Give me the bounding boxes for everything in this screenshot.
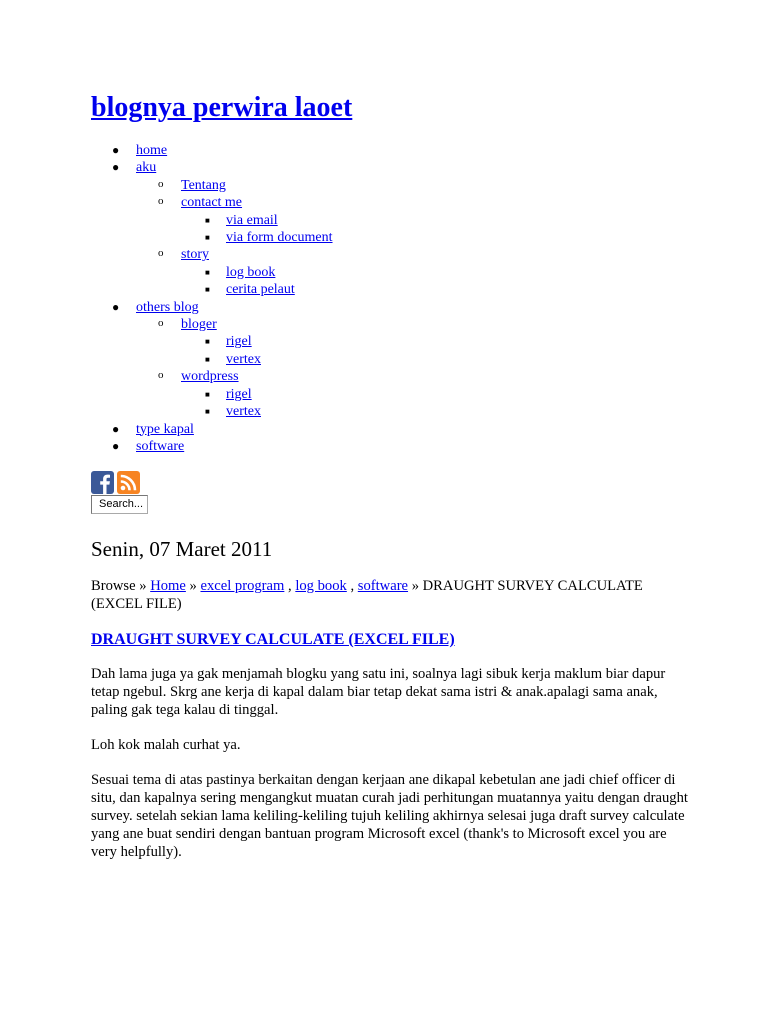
bullet-circle: o [158, 195, 164, 208]
site-title-link[interactable]: blognya perwira laoet [91, 92, 353, 123]
nav-link-story[interactable]: story [181, 247, 209, 263]
facebook-glyph [91, 471, 114, 494]
post-title [91, 629, 455, 651]
nav-item-wordpress-vertex [181, 403, 333, 420]
bullet-square: ■ [205, 267, 210, 277]
social-icons [91, 471, 140, 494]
rss-glyph [117, 471, 140, 494]
nav-link-wordpress-rigel[interactable]: rigel [226, 386, 252, 402]
nav-link-aku[interactable]: aku [136, 160, 157, 176]
bullet-circle: o [158, 317, 164, 330]
nav-link-software[interactable]: software [136, 438, 185, 454]
bullet-square: ■ [205, 233, 210, 243]
breadcrumb-comma: , [288, 578, 292, 594]
breadcrumb-category-software[interactable]: software [357, 578, 409, 594]
bullet-circle: o [158, 247, 164, 260]
nav-sublist-wordpress [181, 386, 333, 421]
nav-item-contact-me [136, 194, 333, 246]
nav-item-home [91, 142, 333, 159]
nav-link-via-form[interactable]: via form document [226, 230, 333, 246]
bullet-square: ■ [205, 389, 210, 399]
breadcrumb-browse: Browse » [91, 578, 147, 594]
nav-item-others-blog [91, 299, 333, 421]
nav-sublist-story [181, 264, 333, 299]
bullet-square: ■ [205, 407, 210, 417]
nav-link-wordpress-vertex[interactable]: vertex [226, 404, 261, 420]
bullet-disc: ● [112, 421, 120, 436]
nav-link-tentang[interactable]: Tentang [181, 177, 226, 193]
nav-link-home[interactable]: home [136, 143, 168, 158]
site-title [91, 90, 352, 126]
breadcrumb-category-excel-program[interactable]: excel program [200, 578, 285, 594]
nav-sublist-aku [136, 177, 333, 299]
nav-item-wordpress-rigel [181, 386, 333, 403]
bullet-square: ■ [205, 215, 210, 225]
nav-link-bloger[interactable]: bloger [181, 317, 217, 333]
nav-item-bloger [136, 316, 333, 368]
post-paragraph: Dah lama juga ya gak menjamah blogku yang satu ini, soalnya lagi sibuk kerja maklum biar dapur tetap ngebul. Skrg ane kerja di kapal dalam biar tetap dekat sama istri & anak.apalagi sama anak, paling gak tega kalau di tinggal. [91, 666, 666, 718]
bullet-square: ■ [205, 337, 210, 347]
breadcrumb-current: » DRAUGHT SURVEY CALCULATE (EXCEL FILE) [91, 578, 643, 612]
nav-list [91, 142, 333, 455]
post-body [91, 665, 691, 878]
breadcrumb-home-link[interactable]: Home [150, 578, 186, 594]
rss-icon[interactable] [117, 471, 140, 494]
nav-link-others-blog[interactable]: others blog [136, 299, 199, 315]
bullet-square: ■ [205, 285, 210, 295]
nav-item-aku [91, 159, 333, 298]
bullet-disc: ● [112, 299, 120, 314]
bullet-disc: ● [112, 438, 120, 453]
nav-item-bloger-vertex [181, 351, 333, 368]
nav-sublist-others-blog [136, 316, 333, 420]
nav-link-bloger-rigel[interactable]: rigel [226, 334, 252, 350]
nav-item-story [136, 246, 333, 298]
nav-item-via-form [181, 229, 333, 246]
nav-sublist-bloger [181, 333, 333, 368]
bullet-square: ■ [205, 354, 210, 364]
nav-link-wordpress[interactable]: wordpress [181, 369, 239, 385]
facebook-icon[interactable] [91, 471, 114, 494]
bullet-disc: ● [112, 143, 120, 157]
nav-item-via-email [181, 212, 333, 229]
nav-link-contact-me[interactable]: contact me [181, 195, 243, 211]
nav-item-bloger-rigel [181, 333, 333, 350]
nav-item-software [91, 438, 333, 455]
post-paragraph: Loh kok malah curhat ya. [91, 737, 241, 753]
nav-link-type-kapal[interactable]: type kapal [136, 421, 194, 437]
bullet-circle: o [158, 369, 164, 382]
nav-link-bloger-vertex[interactable]: vertex [226, 351, 261, 367]
post-paragraph: Sesuai tema di atas pastinya berkaitan dengan kerjaan ane dikapal kebetulan ane jadi chief officer di situ, dan kapalnya sering mengangkut muatan curah jadi perhitungan muatannya yaitu dengan draught survey. setelah sekian lama keliling-keliling tujuh keliling akhirnya selesai juga draft survey calculate yang ane buat sendiri dengan bantuan program Microsoft excel (thank's to Microsoft excel you are very helpfully). [91, 772, 688, 860]
nav-item-log-book [181, 264, 333, 281]
bullet-circle: o [158, 177, 164, 190]
nav-item-tentang [136, 177, 333, 194]
nav-link-via-email[interactable]: via email [226, 212, 278, 228]
breadcrumb-separator: » [189, 578, 197, 594]
main-navigation [91, 142, 333, 455]
post-title-link[interactable]: DRAUGHT SURVEY CALCULATE (EXCEL FILE) [91, 631, 455, 648]
breadcrumb-comma: , [350, 578, 355, 594]
nav-sublist-contact [181, 212, 333, 247]
nav-link-cerita-pelaut[interactable]: cerita pelaut [226, 282, 295, 298]
breadcrumb [91, 577, 681, 613]
post-date: Senin, 07 Maret 2011 [91, 537, 273, 561]
nav-item-type-kapal [91, 421, 333, 438]
breadcrumb-category-log-book[interactable]: log book [295, 578, 347, 594]
nav-item-wordpress [136, 368, 333, 420]
nav-link-log-book[interactable]: log book [226, 264, 276, 280]
bullet-disc: ● [112, 160, 120, 175]
search-input[interactable]: Search... [91, 495, 148, 514]
nav-item-cerita-pelaut [181, 281, 333, 298]
